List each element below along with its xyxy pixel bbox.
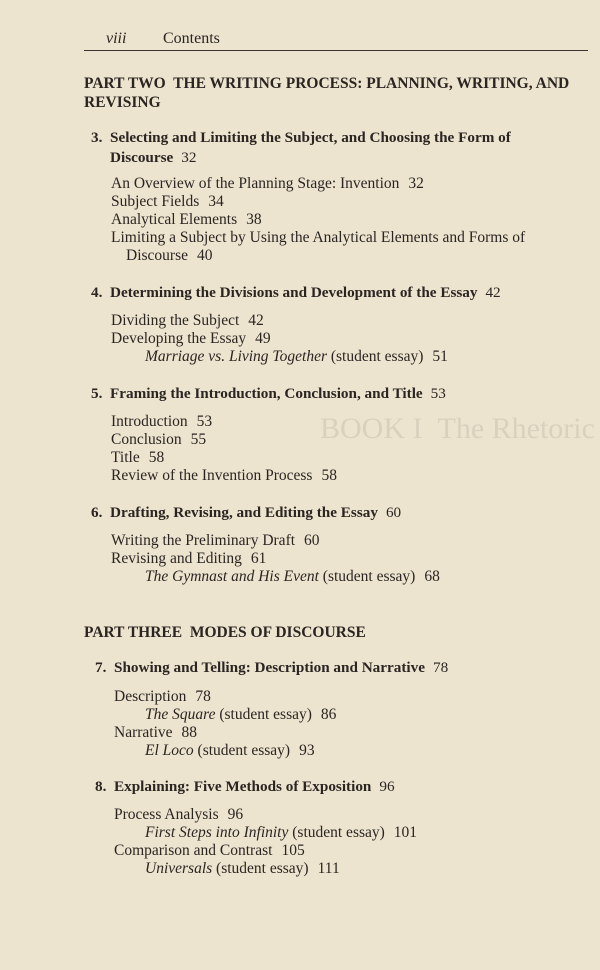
chapter-3-heading[interactable] <box>91 128 591 168</box>
essay-note: (student essay) <box>292 824 385 841</box>
entry-label: Limiting a Subject by Using the Analytical Elements and Forms of <box>111 229 526 246</box>
toc-entry[interactable] <box>111 449 164 467</box>
chapter-number: 5. <box>91 385 103 402</box>
chapter-7-heading[interactable] <box>95 658 595 678</box>
chapter-number: 4. <box>91 284 103 301</box>
toc-entry[interactable] <box>114 806 243 824</box>
toc-entry[interactable] <box>111 467 337 485</box>
entry-page: 96 <box>227 806 244 823</box>
header-page-number: viii <box>106 30 127 47</box>
essay-note: (student essay) <box>216 860 309 877</box>
entry-label: Conclusion <box>111 431 182 448</box>
toc-entry[interactable] <box>111 312 264 330</box>
essay-title: The Square <box>145 706 216 723</box>
part-two-line1: PART TWO THE WRITING PROCESS: PLANNING, WRITING, AND <box>84 75 570 92</box>
essay-title: Universals <box>145 860 213 877</box>
chapter-title: Drafting, Revising, and Editing the Essay <box>110 504 378 521</box>
toc-entry[interactable] <box>111 211 262 229</box>
toc-entry[interactable] <box>111 175 424 193</box>
entry-label: Writing the Preliminary Draft <box>111 532 296 549</box>
essay-title: First Steps into Infinity <box>145 824 289 841</box>
entry-page: 34 <box>208 193 224 210</box>
essay-note: (student essay) <box>197 742 291 759</box>
chapter-title: Explaining: Five Methods of Exposition <box>114 778 372 795</box>
student-essay-entry[interactable] <box>145 348 448 366</box>
toc-entry[interactable] <box>111 413 212 431</box>
chapter-page: 78 <box>432 659 449 676</box>
chapter-number: 6. <box>91 504 103 521</box>
essay-title: El Loco <box>145 742 194 759</box>
essay-note: (student essay) <box>330 348 424 365</box>
entry-page: 78 <box>195 688 211 705</box>
entry-page: 40 <box>197 247 213 264</box>
part-two-line2: REVISING <box>84 94 161 111</box>
chapter-title: Selecting and Limiting the Subject, and Choosing the Form of <box>110 129 511 146</box>
entry-page: 58 <box>148 449 165 466</box>
chapter-title-cont: Discourse <box>110 149 174 166</box>
student-essay-entry[interactable] <box>145 860 340 878</box>
chapter-page: 60 <box>385 504 402 521</box>
entry-label: Comparison and Contrast <box>114 842 273 859</box>
chapter-page: 53 <box>430 385 446 402</box>
entry-label: An Overview of the Planning Stage: Invention <box>111 175 400 192</box>
entry-page: 32 <box>408 175 424 192</box>
chapter-6-heading[interactable] <box>91 503 591 523</box>
entry-page: 101 <box>393 824 418 841</box>
entry-page: 60 <box>304 532 320 549</box>
toc-entry[interactable] <box>111 193 224 211</box>
toc-entry[interactable] <box>114 724 197 742</box>
entry-label: Developing the Essay <box>111 330 247 347</box>
student-essay-entry[interactable] <box>145 706 336 724</box>
entry-page: 93 <box>299 742 315 759</box>
entry-page: 111 <box>317 860 340 877</box>
chapter-page: 42 <box>485 284 501 301</box>
entry-label: Title <box>111 449 140 466</box>
entry-page: 58 <box>321 467 337 484</box>
entry-page: 55 <box>190 431 207 448</box>
chapter-title: Showing and Telling: Description and Narrative <box>114 659 425 676</box>
entry-label: Subject Fields <box>111 193 200 210</box>
student-essay-entry[interactable] <box>145 742 315 760</box>
entry-label: Description <box>114 688 187 705</box>
entry-label: Dividing the Subject <box>111 312 240 329</box>
entry-label-cont: Discourse <box>126 247 188 264</box>
entry-page: 49 <box>255 330 271 347</box>
essay-title: The Gymnast and His Event <box>145 568 319 585</box>
chapter-number: 3. <box>91 129 103 146</box>
chapter-page: 32 <box>181 149 197 166</box>
entry-label: Introduction <box>111 413 188 430</box>
essay-note: (student essay) <box>322 568 416 585</box>
toc-entry[interactable] <box>111 431 206 449</box>
bleed-through-mark: BOOK I The Rhetoric <box>320 412 595 445</box>
entry-label: Revising and Editing <box>111 550 242 567</box>
header-title: Contents <box>163 30 220 47</box>
student-essay-entry[interactable] <box>145 568 440 586</box>
entry-page: 53 <box>196 413 213 430</box>
entry-page: 42 <box>248 312 264 329</box>
chapter-number: 7. <box>95 659 107 676</box>
chapter-title: Determining the Divisions and Development of the Essay <box>110 284 478 301</box>
entry-page: 86 <box>320 706 337 723</box>
chapter-page: 96 <box>379 778 395 795</box>
entry-label: Process Analysis <box>114 806 219 823</box>
chapter-4-heading[interactable] <box>91 283 591 303</box>
entry-page: 51 <box>432 348 448 365</box>
entry-page: 38 <box>246 211 262 228</box>
student-essay-entry[interactable] <box>145 824 417 842</box>
toc-entry[interactable] <box>111 330 271 348</box>
entry-page: 68 <box>424 568 440 585</box>
chapter-title: Framing the Introduction, Conclusion, and Title <box>110 385 423 402</box>
chapter-number: 8. <box>95 778 107 795</box>
essay-note: (student essay) <box>219 706 312 723</box>
entry-label: Analytical Elements <box>111 211 238 228</box>
toc-entry[interactable] <box>111 532 320 550</box>
chapter-5-heading[interactable] <box>91 384 591 404</box>
entry-label: Narrative <box>114 724 173 741</box>
entry-page: 61 <box>250 550 267 567</box>
part-two-heading <box>84 74 569 112</box>
entry-label: Review of the Invention Process <box>111 467 313 484</box>
header-rule <box>84 50 588 51</box>
toc-entry[interactable] <box>114 688 211 706</box>
chapter-8-heading[interactable] <box>95 777 595 797</box>
part-three-heading: PART THREE MODES OF DISCOURSE <box>84 624 366 641</box>
toc-entry[interactable] <box>111 550 266 568</box>
toc-entry[interactable] <box>114 842 305 860</box>
entry-page: 88 <box>181 724 198 741</box>
toc-entry[interactable] <box>111 229 525 265</box>
entry-page: 105 <box>281 842 305 859</box>
essay-title: Marriage vs. Living Together <box>145 348 327 365</box>
running-header <box>84 28 588 52</box>
